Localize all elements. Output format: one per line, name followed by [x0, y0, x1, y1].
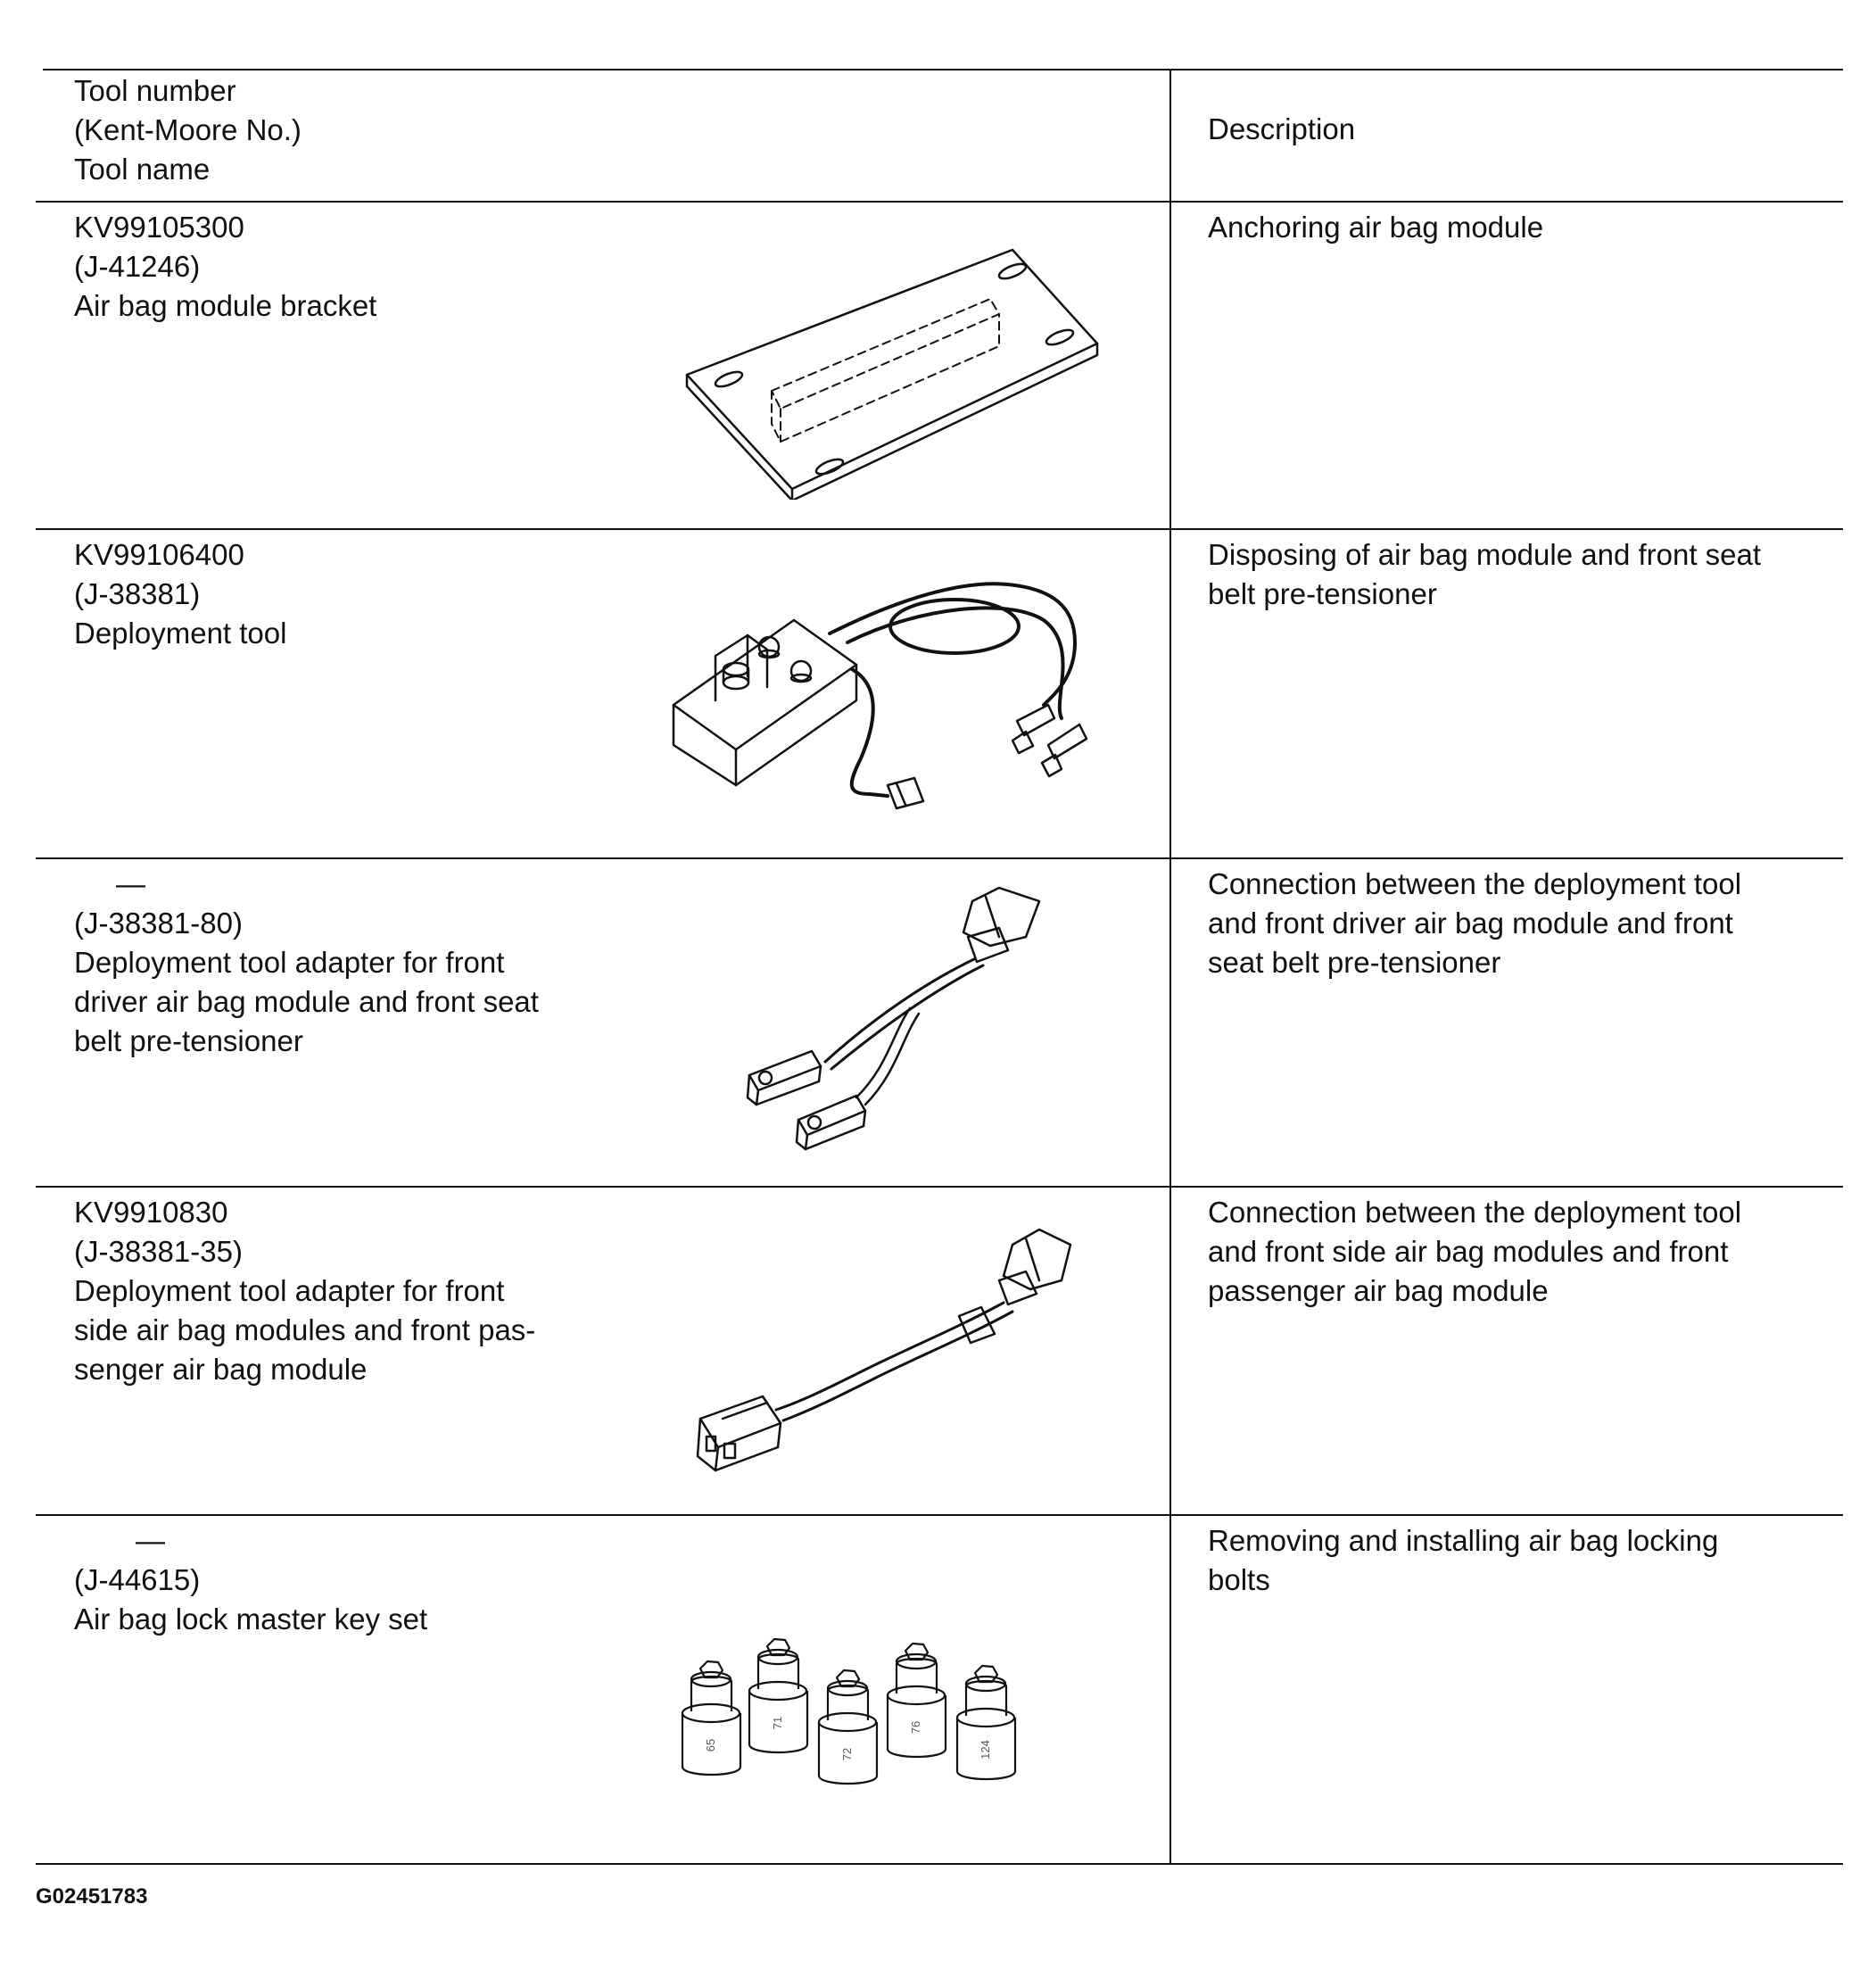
row-5-kent-moore-number: (J-44615): [74, 1563, 201, 1596]
master-key-sockets-illustration: [678, 1633, 1035, 1802]
svg-text:65: 65: [704, 1738, 717, 1752]
row-2-tool-number: KV99106400: [74, 538, 244, 571]
socket-65: [682, 1661, 740, 1775]
deployment-tool-illustration: [669, 571, 1133, 830]
row-1-bottom-rule: [36, 528, 1843, 530]
row-5-tool-name: Air bag lock master key set: [74, 1602, 428, 1636]
row-3-tool-name: Deployment tool adapter for front driver air bag module and front seat belt pre-tensioner: [74, 946, 539, 1057]
figure-id: G02451783: [36, 1884, 148, 1909]
row-1-description: Anchoring air bag module: [1208, 211, 1544, 244]
row-1-kent-moore-number: (J-41246): [74, 250, 201, 283]
air-bag-module-bracket-illustration: [678, 241, 1106, 500]
row-3-description: Connection between the deployment tool and front driver air bag module and front seat belt pre-tensioner: [1208, 867, 1742, 979]
header-bottom-rule: [36, 201, 1843, 203]
row-3-kent-moore-number: (J-38381-80): [74, 907, 243, 940]
table-bottom-rule: [36, 1863, 1843, 1865]
row-4-description: Connection between the deployment tool and front side air bag modules and front passenger air bag module: [1208, 1196, 1742, 1307]
row-2-bottom-rule: [36, 857, 1843, 859]
svg-text:76: 76: [909, 1720, 922, 1735]
row-5-description: Removing and installing air bag locking bolts: [1208, 1524, 1719, 1596]
row-4-tool-number: KV9910830: [74, 1196, 228, 1229]
header-description-heading: Description: [1208, 112, 1356, 145]
row-4-tool-name: Deployment tool adapter for front side air bag modules and front pas- senger air bag module: [74, 1274, 536, 1386]
y-harness-adapter-illustration: [731, 883, 1053, 1160]
row-1-tool-number: KV99105300: [74, 211, 244, 244]
svg-text:124: 124: [979, 1740, 992, 1760]
row-4-bottom-rule: [36, 1514, 1843, 1516]
row-3-tool-number: —: [116, 867, 145, 900]
row-1-tool-name: Air bag module bracket: [74, 289, 377, 322]
row-4-kent-moore-number: (J-38381-35): [74, 1235, 243, 1268]
header-tool-heading: Tool number (Kent-Moore No.) Tool name: [74, 74, 302, 186]
svg-text:72: 72: [840, 1747, 854, 1761]
column-divider: [1169, 70, 1171, 1865]
row-5-tool-number: —: [136, 1524, 165, 1557]
row-2-description: Disposing of air bag module and front seat belt pre-tensioner: [1208, 538, 1762, 610]
row-3-bottom-rule: [36, 1186, 1843, 1188]
svg-text:71: 71: [771, 1716, 784, 1730]
table-top-rule: [43, 69, 1843, 70]
straight-harness-adapter-illustration: [687, 1222, 1079, 1481]
row-2-tool-name: Deployment tool: [74, 617, 287, 650]
row-2-kent-moore-number: (J-38381): [74, 577, 201, 610]
